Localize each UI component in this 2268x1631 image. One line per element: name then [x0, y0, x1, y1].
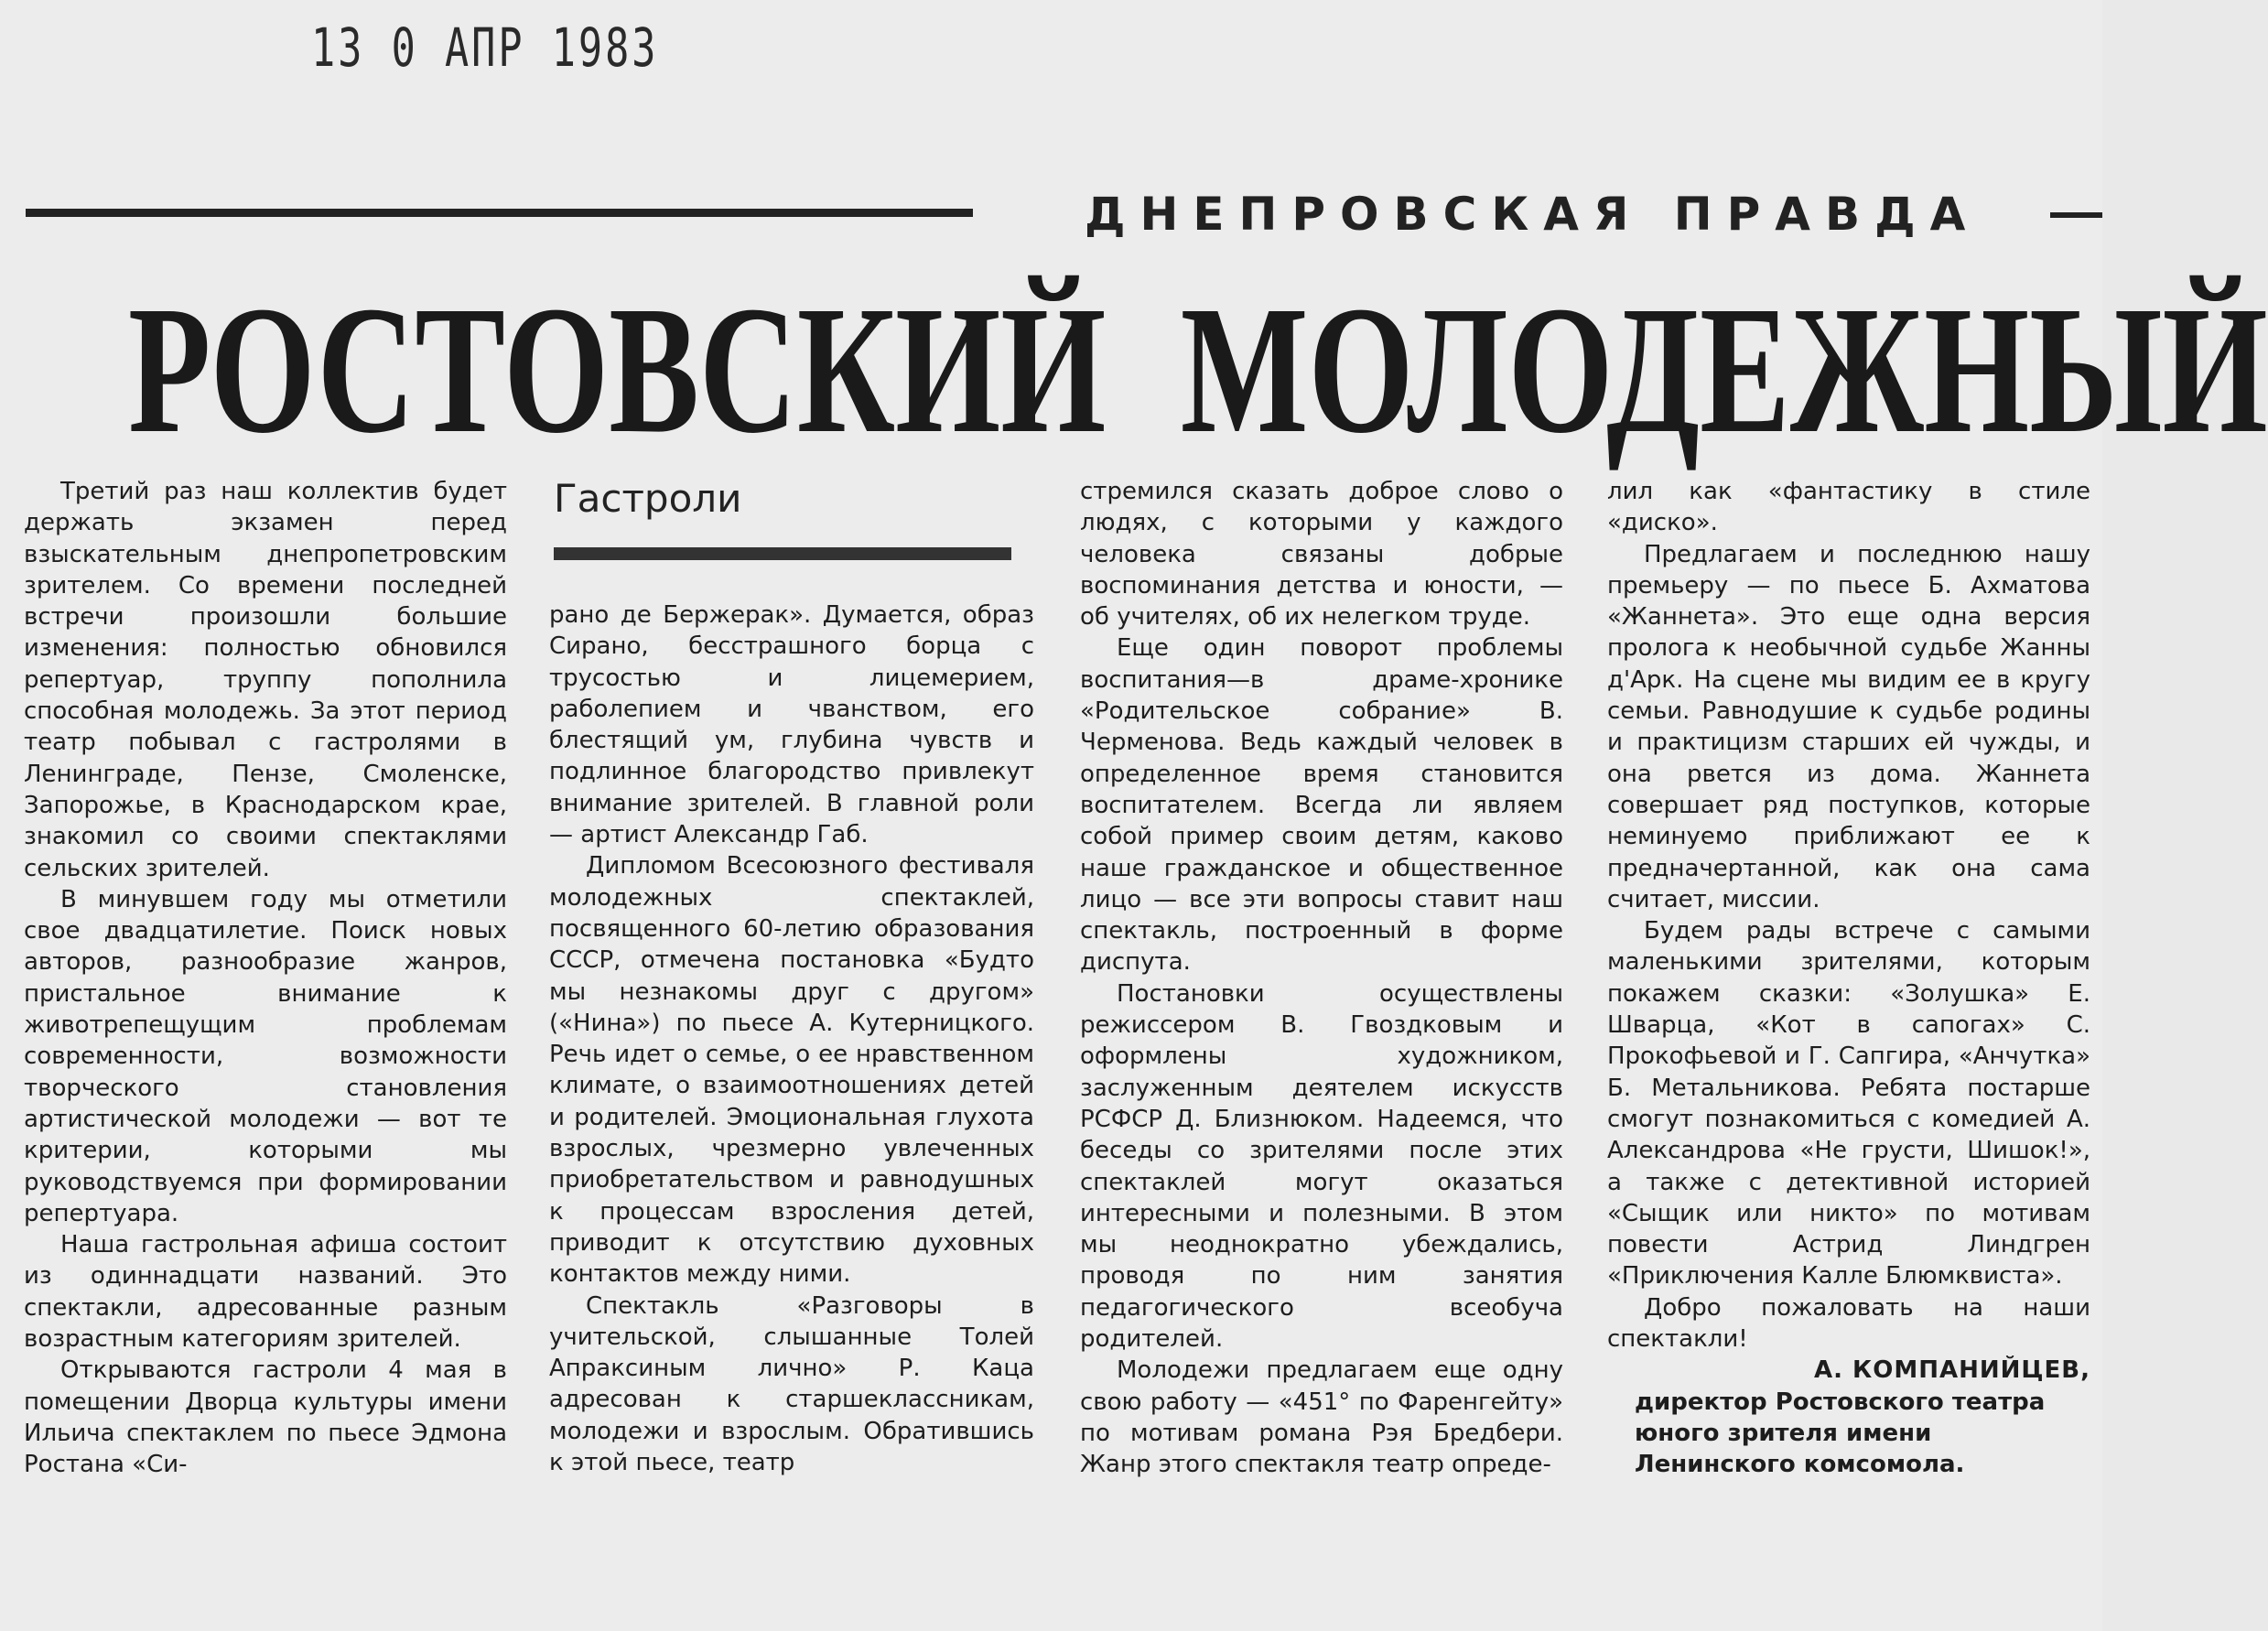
date-stamp: 13 0 АПР 1983 — [311, 16, 659, 79]
article-column-3 — [1080, 476, 1563, 1593]
paragraph: Будем рады встрече с самыми маленькими зрителями, которым покажем сказки: «Золушка» Е. Шварца, «Кот в сапогах» С. Прокофьевой и Г. Сапгира, «Анчутка» Б. Метальникова. Ребята постарше смогут познакомиться с комедией А. Александрова «Не грусти, Шишок!», а также с детективной историей «Сыщик или никто» по мотивам повести Астрид Линдгрен «Приключения Калле Блюмквиста». — [1607, 917, 2090, 1291]
paragraph: лил как «фантастику в стиле «диско». — [1607, 478, 2090, 537]
paragraph: Предлагаем и последнюю нашу премьеру — по пьесе Б. Ахматова «Жаннета». Это еще одна версия пролога к необычной судьбе Жанны д'Арк. На сцене мы видим ее в кругу семьи. Равнодушие к судьбе родины и практицизм старших ей чужды, и она рвется из дома. Жаннета совершает ряд поступков, которые неминуемо приближают ее к предначертанной, как она сама считает, миссии. — [1607, 540, 2090, 913]
paragraph: Дипломом Всесоюзного фестиваля молодежных спектаклей, посвященного 60-летию образования СССР, отмечена постановка «Будто мы незнакомы друг с другом» («Нина») по пьесе А. Кутерницкого. Речь идет о семье, о ее нравственном климате, о взаимоотношениях детей и родителей. Эмоциональная глухота взрослых, чрезмерно увлеченных приобретательством и равнодушных к процессам взросления детей, приводит к отсутствию духовных контактов между ними. — [549, 852, 1034, 1289]
paragraph: Постановки осуществлены режиссером В. Гвоздковым и оформлены художником, заслуженным деятелем искусств РСФСР Д. Близнюком. Надеемся, что беседы со зрителями после этих спектаклей могут оказаться интересными и полезными. В этом мы неоднократно убеждались, проводя по ним занятия педагогического всеобуча родителей. — [1080, 979, 1563, 1354]
author-signature — [1607, 1355, 2090, 1480]
paragraph: стремился сказать доброе слово о людях, с которыми у каждого человека связаны добрые воспоминания детства и юности, — об учителях, об их нелегком труде. — [1080, 478, 1563, 632]
rubric-underline — [554, 547, 1011, 560]
paragraph: рано де Бержерак». Думается, образ Сирано, бесстрашного борца с трусостью и лицемерием, раболепием и чванством, его блестящий ум, глубина чувств и подлинное благородство привлекут внимание зрителей. В главной роли — артист Александр Габ. — [549, 601, 1034, 849]
article-headline: РОСТОВСКИЙ МОЛОДЕЖНЫЙ — [128, 269, 2268, 471]
author-role: директор Ростовского театра юного зрителя имени Ленинского комсомола. — [1635, 1388, 2046, 1479]
paragraph: Спектакль «Разговоры в учительской, слышанные Толей Апраксиным лично» Р. Каца адресован к старшеклассникам, молодежи и взрослым. Обратившись к этой пьесе, театр — [549, 1291, 1034, 1477]
article-column-1 — [24, 476, 507, 1593]
paragraph: Наша гастрольная афиша состоит из одиннадцати названий. Это спектакли, адресованные разным возрастным категориям зрителей. — [24, 1231, 507, 1354]
newspaper-masthead: ДНЕПРОВСКАЯ ПРАВДА — [1085, 188, 1981, 241]
paragraph: В минувшем году мы отметили свое двадцатилетие. Поиск новых авторов, разнообразие жанров, пристальное внимание к животрепещущим проблемам современности, возможности творческого становления артистической молодежи — вот те критерии, которыми мы руководствуемся при формировании репертуара. — [24, 885, 507, 1227]
paragraph: Добро пожаловать на наши спектакли! — [1607, 1293, 2090, 1354]
masthead-rule-left — [26, 209, 973, 217]
paragraph: Молодежи предлагаем еще одну свою работу — «451° по Фаренгейту» по мотивам романа Рэя Бредбери. Жанр этого спектакля театр опреде- — [1080, 1356, 1563, 1479]
author-name: А. КОМПАНИЙЦЕВ, — [1813, 1356, 2090, 1385]
paragraph: Открываются гастроли 4 мая в помещении Дворца культуры имени Ильича спектаклем по пьесе Эдмона Ростана «Си- — [24, 1356, 507, 1479]
paragraph: Третий раз наш коллектив будет держать экзамен перед взыскательным днепропетровским зрителем. Со времени последней встречи произошли большие изменения: полностью обновился репертуар, труппу пополнила способная молодежь. За этот период театр побывал с гастролями в Ленинграде, Пензе, Смоленске, Запорожье, в Краснодарском крае, знакомил со своими спектаклями сельских зрителей. — [24, 478, 507, 882]
section-rubric: Гастроли — [554, 476, 742, 521]
article-column-2 — [549, 599, 1034, 1595]
paragraph: Еще один поворот проблемы воспитания—в драме-хронике «Родительское собрание» В. Черменова. Ведь каждый человек в определенное время становится воспитателем. Всегда ли являем собой пример своим детям, каково наше гражданское и общественное лицо — все эти вопросы ставит наш спектакль, построенный в форме диспута. — [1080, 634, 1563, 977]
masthead-rule-right — [2050, 212, 2102, 218]
article-column-4 — [1607, 476, 2090, 1593]
